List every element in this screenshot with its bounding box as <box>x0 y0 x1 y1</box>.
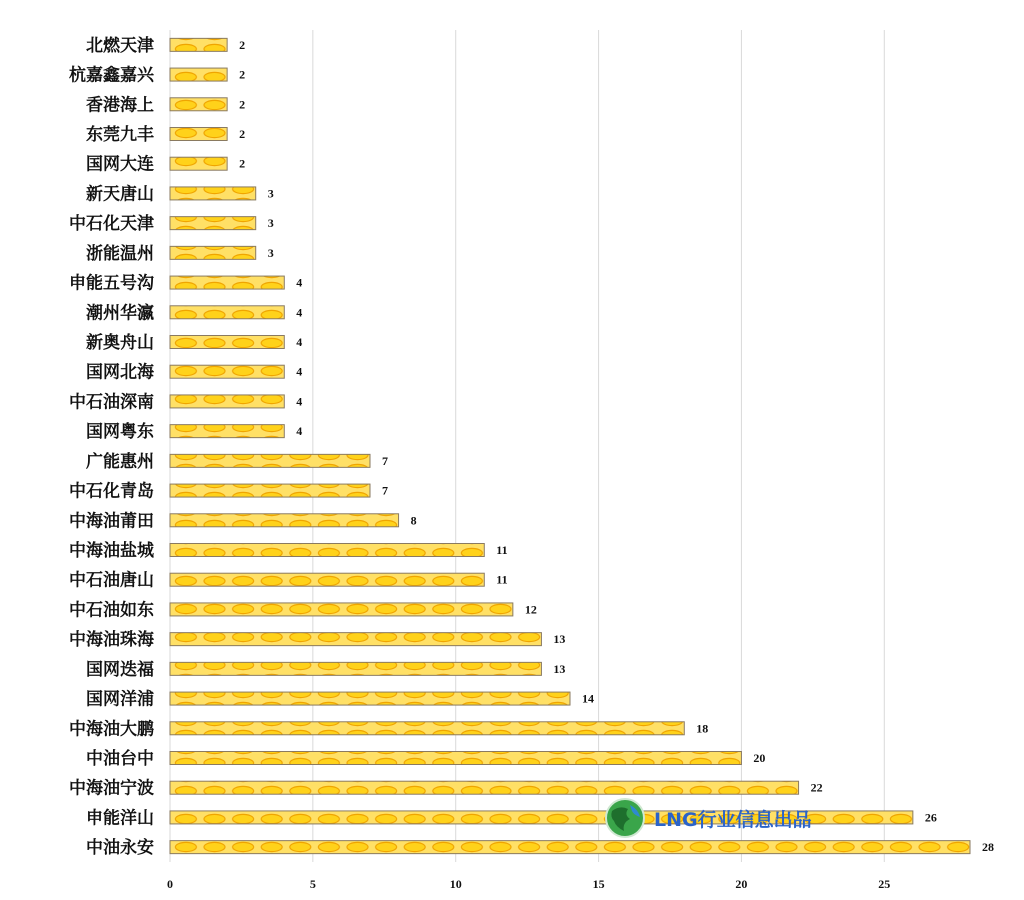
bar <box>170 603 513 616</box>
category-labels <box>69 35 155 858</box>
category-label: 国网迭福 <box>86 659 154 680</box>
category-label: 中石油如东 <box>69 600 154 621</box>
value-label: 28 <box>982 840 994 855</box>
value-label: 18 <box>696 721 709 736</box>
category-label: 新奥舟山 <box>86 333 154 353</box>
category-label: 香港海上 <box>86 95 154 116</box>
value-label: 13 <box>553 661 566 676</box>
category-label: 国网洋浦 <box>86 689 154 710</box>
x-tick-label: 20 <box>735 877 748 891</box>
x-tick-label: 15 <box>592 877 605 891</box>
bar <box>170 425 284 438</box>
category-label: 东莞九丰 <box>86 125 154 145</box>
category-label: 中石化天津 <box>69 214 154 235</box>
bar <box>170 246 256 259</box>
value-label: 2 <box>239 67 246 82</box>
bar <box>170 692 570 705</box>
bars <box>170 38 970 853</box>
globe-icon <box>604 797 646 839</box>
bar <box>170 187 256 200</box>
category-label: 新天唐山 <box>86 184 154 205</box>
value-label: 3 <box>267 245 274 260</box>
bar <box>170 395 284 408</box>
watermark <box>604 797 812 839</box>
bar <box>170 98 227 111</box>
bar <box>170 781 799 794</box>
category-label: 国网粤东 <box>86 422 154 443</box>
x-tick-label: 0 <box>167 877 173 891</box>
category-label: 广能惠州 <box>86 451 154 472</box>
category-label: 潮州华瀛 <box>86 303 154 324</box>
bar <box>170 633 541 646</box>
value-label: 4 <box>296 335 303 349</box>
category-label: 申能洋山 <box>86 808 154 829</box>
bar <box>170 752 741 765</box>
bar <box>170 128 227 141</box>
category-label: 中石化青岛 <box>69 481 154 502</box>
value-label: 13 <box>553 632 566 647</box>
x-tick-label: 5 <box>309 877 316 891</box>
bar <box>170 336 284 349</box>
category-label: 中油永安 <box>86 838 154 859</box>
bar <box>170 276 284 289</box>
bar <box>170 662 541 675</box>
x-tick-label: 25 <box>878 877 891 891</box>
category-label: 中石油唐山 <box>69 570 154 591</box>
value-label: 2 <box>239 156 246 171</box>
value-label: 7 <box>382 453 388 468</box>
category-label: 杭嘉鑫嘉兴 <box>69 65 154 86</box>
category-label: 中海油宁波 <box>69 778 154 799</box>
bar <box>170 38 227 51</box>
category-label: 国网大连 <box>86 154 154 175</box>
category-label: 国网北海 <box>86 362 154 383</box>
value-label: 4 <box>296 424 303 439</box>
bar <box>170 484 370 497</box>
bar <box>170 573 484 586</box>
value-label: 8 <box>410 513 417 528</box>
x-axis-ticks <box>167 877 890 891</box>
category-label: 浙能温州 <box>86 243 154 264</box>
bar <box>170 722 684 735</box>
category-label: 中海油盐城 <box>69 541 154 561</box>
bar <box>170 217 256 230</box>
value-label: 2 <box>239 97 246 112</box>
value-label: 22 <box>810 780 823 795</box>
value-label: 3 <box>267 216 274 231</box>
bar <box>170 514 399 527</box>
category-label: 申能五号沟 <box>69 273 154 294</box>
value-label: 20 <box>753 751 766 765</box>
category-label: 中石油深南 <box>69 392 154 413</box>
category-label: 中海油珠海 <box>69 630 154 651</box>
watermark-text: LNG行业信息出品 <box>654 808 812 831</box>
x-tick-label: 10 <box>449 877 462 891</box>
value-label: 2 <box>239 127 246 141</box>
value-label: 4 <box>296 305 303 320</box>
bar <box>170 454 370 467</box>
value-label: 3 <box>267 186 274 201</box>
category-label: 中海油大鹏 <box>69 719 154 740</box>
category-label: 中油台中 <box>86 749 154 769</box>
value-label: 11 <box>496 572 508 587</box>
bar <box>170 841 970 854</box>
value-label: 4 <box>296 394 303 409</box>
value-label: 4 <box>296 364 303 379</box>
category-label: 中海油莆田 <box>69 511 154 532</box>
value-label: 2 <box>239 37 246 52</box>
gridlines <box>170 30 884 862</box>
bar <box>170 157 227 170</box>
bar <box>170 544 484 557</box>
value-label: 4 <box>296 275 303 290</box>
value-label: 11 <box>496 543 508 557</box>
bar <box>170 365 284 378</box>
bar <box>170 306 284 319</box>
bar <box>170 68 227 81</box>
value-label: 12 <box>524 602 537 617</box>
value-label: 26 <box>924 810 937 825</box>
value-label: 7 <box>382 483 388 498</box>
category-label: 北燃天津 <box>86 35 154 56</box>
value-label: 14 <box>582 691 594 706</box>
